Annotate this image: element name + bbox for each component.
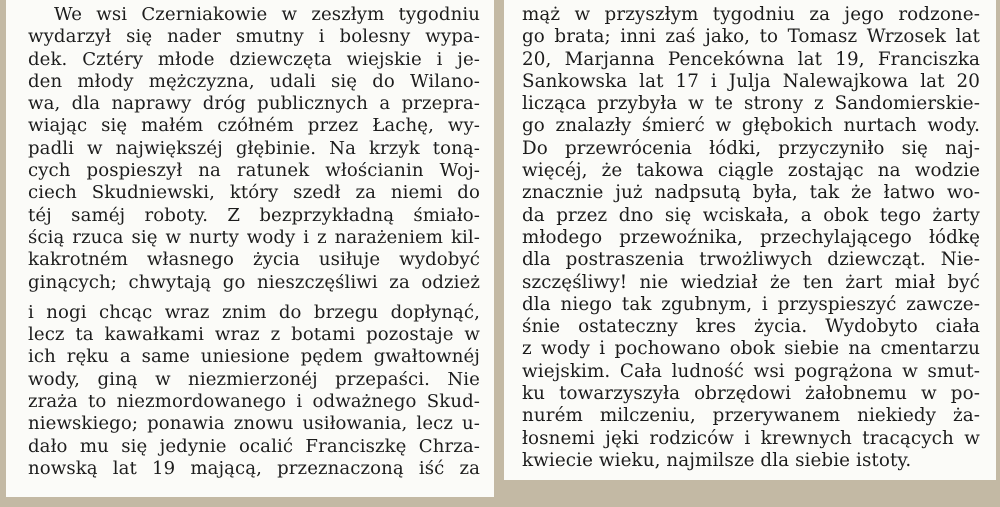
text-line: z wody i pochowano obok siebie na cmentarzu xyxy=(522,338,980,360)
text-line: niewskiego; ponawia znowu usiłowania, lecz u- xyxy=(28,413,480,435)
text-line: ciech Skudniewski, który szedł za niemi do xyxy=(28,182,480,204)
text-line: ginących; chwytają go nieszczęśliwi za odzież xyxy=(28,271,480,293)
text-line: kwiecie wieku, najmilsze dla siebie istoty. xyxy=(522,449,912,471)
text-line: padli w największéj głębinie. Na krzyk toną- xyxy=(28,137,480,159)
text-line: i nogi chcąc wraz znim do brzegu dopłynąć, xyxy=(28,301,480,323)
text-line: 20, Marjanna Pencekówna lat 19, Franciszka xyxy=(522,48,980,70)
text-line: więcéj, że takowa ciągle zostając na wodzie xyxy=(522,160,980,182)
text-line: ścią rzuca się w nurty wody i z narażeniem kil- xyxy=(28,226,480,248)
text-line: go brata; inni zaś jako, to Tomasz Wrzosek lat xyxy=(522,26,980,48)
text-line: dla postraszenia trwożliwych dziewcząt. Nie- xyxy=(522,249,980,271)
text-line: zraża to niezmordowanego i odważnego Skud- xyxy=(28,391,480,413)
left-text-column xyxy=(6,0,494,497)
right-paragraph-1 xyxy=(522,4,984,472)
text-line: ich ręku a same uniesione pędem gwałtownéj xyxy=(28,346,480,368)
text-line: nowską lat 19 mającą, przeznaczoną iść za xyxy=(28,457,480,479)
text-line: kakrotném własnego życia usiłuje wydobyć xyxy=(28,249,480,271)
text-line: dla niego tak zgubnym, i przyspieszyć zawcze- xyxy=(522,293,980,315)
text-line: ku towarzyszyła obrzędowi żałobnemu w po- xyxy=(522,383,980,405)
text-line: znacznie już nadpsutą była, tak że łatwo wo- xyxy=(522,182,980,204)
text-line: den młody mężczyzna, udali się do Wilano- xyxy=(28,70,480,92)
text-line: da przez dno się wciskała, a obok tego żarty xyxy=(522,204,980,226)
right-text-column xyxy=(504,0,996,480)
text-line: lecz ta kawałkami wraz z botami pozostaje w xyxy=(28,324,480,346)
text-line: We wsi Czerniakowie w zeszłym tygodniu xyxy=(54,4,480,25)
text-line: wa, dla naprawy dróg publicznych a przepra- xyxy=(28,93,480,115)
text-line: młodego przewoźnika, przechylającego łódkę xyxy=(522,226,980,248)
text-line: Do przewrócenia łódki, przyczyniło się naj- xyxy=(522,137,980,159)
text-line: cych pospieszył na ratunek włościanin Woj- xyxy=(28,160,480,182)
text-line: wydarzył się nader smutny i bolesny wypa- xyxy=(28,26,480,48)
text-line: Sankowska lat 17 i Julja Nalewajkowa lat 20 xyxy=(522,70,980,92)
text-line: śnie ostateczny kres życia. Wydobyto ciała xyxy=(522,316,980,338)
text-line: mąż w przyszłym tygodniu za jego rodzone- xyxy=(522,4,980,25)
text-line: licząca przybyła w te strony z Sandomierskie- xyxy=(522,93,980,115)
text-line: nurém milczeniu, przerywanem niekiedy ża- xyxy=(522,405,980,427)
text-line: wody, giną w niezmierzonéj przepaści. Nie xyxy=(28,368,480,390)
text-line: szczęśliwy! nie wiedział że ten żart miał być xyxy=(522,271,980,293)
text-line: łosnemi jęki rodziców i krewnych tracących w xyxy=(522,427,980,449)
text-line: téj saméj roboty. Z bezprzykładną śmiało- xyxy=(28,204,480,226)
left-paragraph-2 xyxy=(28,302,480,480)
left-paragraph-1 xyxy=(28,4,480,294)
text-line: dek. Cztéry młode dziewczęta wiejskie i je- xyxy=(28,48,480,70)
text-line: wiejskim. Cała ludność wsi pogrążona w smut- xyxy=(522,360,980,382)
text-line: go znalazły śmierć w głębokich nurtach wody. xyxy=(522,115,980,137)
text-line: wiając się małém czółném przez Łachę, wy- xyxy=(28,115,480,137)
text-line: dało mu się jedynie ocalić Franciszkę Chrza- xyxy=(28,435,480,457)
